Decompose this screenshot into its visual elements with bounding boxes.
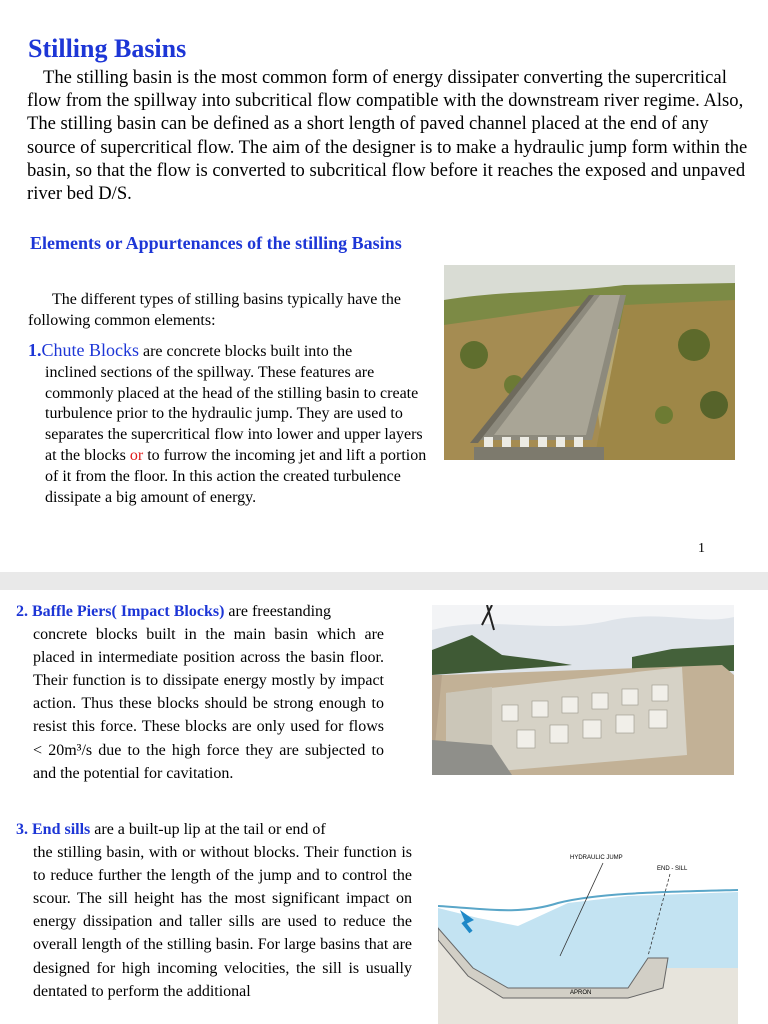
item-text-b: inclined sections of the spillway. These features are commonly placed at the head of the stilling basin to create turbulence prior to the hydraulic jump. They are used to separates the supercritical flow into lower and upper layers at the blocks <box>45 363 423 464</box>
item-number: 1. <box>28 340 42 360</box>
item-text-c: to furrow the incoming jet and lift a portion of it from the floor. In this action the created turbulence dissipate a big amount of energy. <box>45 446 427 506</box>
page-separator <box>0 572 768 590</box>
item-text-a: are concrete blocks built into the <box>139 343 353 360</box>
item-text-b: the stilling basin, with or without blocks. Their function is to reduce further the length of the jump and to control the scour. The sill height has the most significant impact on energy dissipation and taller sills are used to reduce the overall length of the stilling basin. For large basins that are designed for high incoming velocities, the sill is usually dentated to perform the additional <box>33 844 412 1000</box>
intro-text: The stilling basin is the most common form of energy dissipater converting the supercritical flow from the spillway into subcritical flow compatible with the downstream river regime. Also, The stilling basin can be defined as a short length of paved channel placed at the end of any source of supercritical flow. The aim of the designer is to make a hydraulic jump form within the basin, so that the flow is converted to subcritical flow before it reaches the exposed and unpaved river bed D/S. <box>27 67 748 205</box>
item-heading: End sills <box>32 821 91 838</box>
section-subheading: Elements or Appurtenances of the stilling Basins <box>30 233 402 253</box>
leadin-text: The different types of stilling basins typically have the following common elements: <box>28 291 401 329</box>
item-text-b: concrete blocks built in the main basin which are placed in intermediate position across the basin floor. Their function is to dissipate energy mostly by impact action. Thus these blocks should be strong enough to resist this force. These blocks are only used for flows < 20m³/s due to the high force they are subjected to and the potential for cavitation. <box>33 626 384 782</box>
item-number: 3. <box>16 821 32 838</box>
diagram-label-apron: APRON <box>570 990 592 996</box>
page-2 <box>0 590 768 1024</box>
item-heading: Chute Blocks <box>41 340 139 360</box>
item-number: 2. <box>16 603 32 620</box>
end-sill-diagram <box>438 848 738 1024</box>
item-chute-blocks <box>28 340 428 508</box>
item-baffle-piers <box>16 600 384 785</box>
item-text-a: are freestanding <box>224 603 332 620</box>
item-end-sills <box>16 818 412 1003</box>
diagram-label-hydraulic-jump: HYDRAULIC JUMP <box>570 855 623 861</box>
leadin-paragraph <box>28 289 428 331</box>
baffle-blocks-photo <box>432 605 734 775</box>
item-heading: Baffle Piers( Impact Blocks) <box>32 603 225 620</box>
diagram-label-end-sill: END - SILL <box>657 866 688 872</box>
spillway-photo <box>444 265 735 460</box>
page-number: 1 <box>698 541 705 556</box>
item-text-or: or <box>129 446 144 464</box>
item-body <box>28 363 428 509</box>
page-title: Stilling Basins <box>28 34 187 63</box>
item-text-a: are a built-up lip at the tail or end of <box>90 821 326 838</box>
intro-paragraph <box>27 66 753 205</box>
